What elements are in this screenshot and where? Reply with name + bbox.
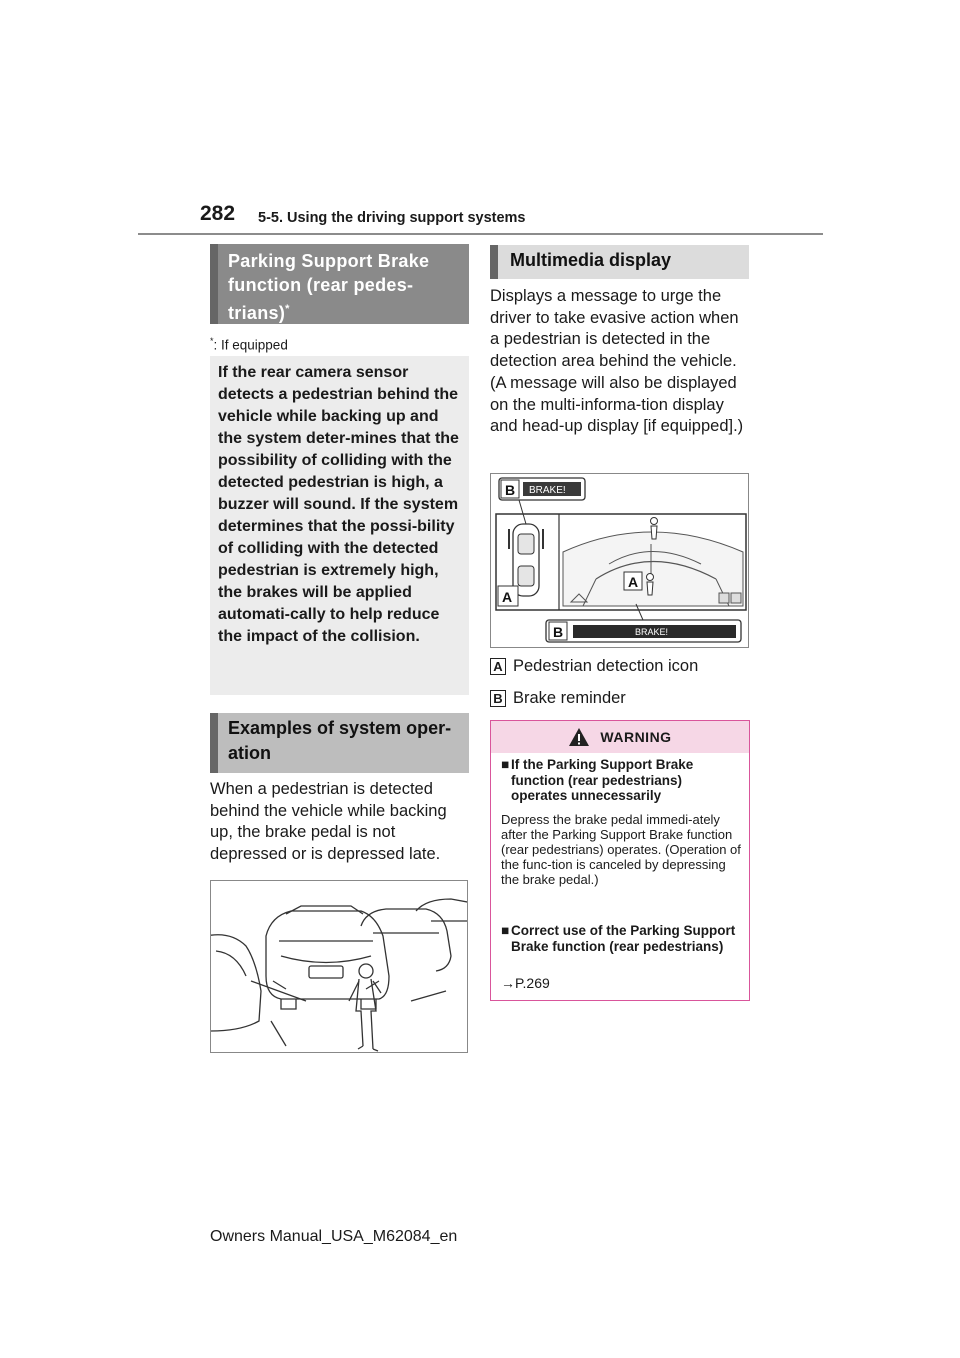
warning-triangle-icon [568, 727, 590, 747]
summary-box [210, 356, 469, 695]
heading-examples-text: Examples of system oper-ation [228, 718, 452, 763]
warning-item-2-title: Correct use of the Parking Support Brake function (rear pedestrians) [511, 923, 736, 954]
warning-item-1-title: If the Parking Support Brake function (rear pedestrians) operates unnecessarily [511, 757, 694, 803]
legend-key-a: A [490, 658, 506, 675]
legend-label-a: Pedestrian detection icon [513, 657, 699, 675]
heading-parking-support-brake [210, 244, 469, 324]
warning-title: WARNING [600, 729, 672, 745]
heading-text: Parking Support Brake function (rear pedes-trians) [228, 251, 430, 323]
page-number: 282 [200, 202, 236, 225]
legend-key-b: B [490, 690, 506, 707]
header-rule [138, 233, 823, 235]
figure-callout-a-left: A [502, 589, 513, 605]
multimedia-paragraph: Displays a message to urge the driver to take evasive action when a pedestrian is detected in the detection area behind the vehicle. (A message will also be displayed on the multi-informa-tion display and head-up display [if equipped].) [490, 287, 744, 436]
summary-text: If the rear camera sensor detects a pedestrian behind the vehicle while backing up and the system deter-mines that the possibility of colliding with the detected pedestrian is high, a buzzer will sound. If the system determines that the possi-bility of colliding with the detected pedestrian is extremely high, the brakes will be applied automati-cally to help reduce the impact of the collision. [218, 364, 459, 645]
legend-label-b: Brake reminder [513, 689, 626, 707]
figure-brake-label-bottom: BRAKE! [635, 627, 669, 637]
footnote [210, 336, 288, 353]
heading-multimedia-text: Multimedia display [510, 250, 672, 270]
footnote-text: : If equipped [213, 337, 288, 353]
illustration-multimedia-screen [490, 473, 749, 648]
footer-text: Owners Manual_USA_M62084_en [210, 1228, 458, 1245]
figure-callout-b-top: B [505, 482, 516, 498]
warning-box [490, 720, 750, 1001]
section-title: 5-5. Using the driving support systems [258, 210, 526, 226]
warning-item-2-ref[interactable] [501, 976, 741, 991]
bullet-square-icon: ■ [501, 923, 510, 938]
legend-item-b [490, 689, 626, 708]
heading-multimedia-display [490, 245, 749, 279]
figure-callout-a-center: A [628, 574, 639, 590]
warning-header [491, 721, 749, 753]
page-reference-link[interactable]: P.269 [515, 975, 550, 991]
heading-examples [210, 713, 469, 773]
warning-item-1 [501, 757, 739, 804]
legend-item-a [490, 657, 698, 676]
figure-brake-label-top: BRAKE! [529, 485, 566, 496]
figure-callout-b-bottom: B [553, 624, 564, 640]
examples-paragraph: When a pedestrian is detected behind the vehicle while backing up, the brake pedal is not depressed or is depressed late. [210, 780, 447, 864]
footnote-marker: * [210, 336, 214, 346]
heading-marker: * [285, 303, 290, 315]
bullet-square-icon: ■ [501, 757, 510, 772]
warning-item-1-text: Depress the brake pedal immedi-ately after the Parking Support Brake function (rear pedestrians) operates. (Operation of the func-tion is canceled by depressing the brake pedal.) [501, 812, 741, 887]
warning-item-2 [501, 923, 739, 954]
illustration-parking-scene [210, 880, 468, 1053]
arrow-right-icon: → [501, 975, 515, 991]
